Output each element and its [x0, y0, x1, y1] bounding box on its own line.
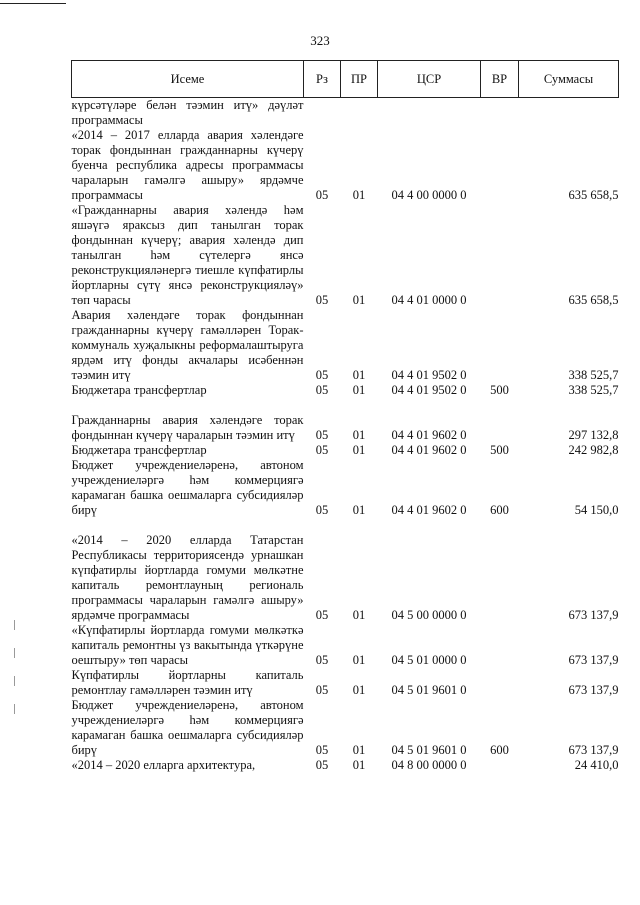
margin-marks	[14, 620, 16, 732]
row-vr	[481, 518, 519, 623]
row-vr: 500	[490, 443, 509, 457]
row-rz: 05	[315, 743, 329, 757]
row-pr: 01	[352, 503, 366, 517]
top-rule	[0, 3, 66, 4]
row-pr: 01	[352, 428, 366, 442]
row-pr	[341, 98, 378, 129]
row-csr: 04 4 01 9502 0	[391, 383, 467, 397]
row-csr: 04 4 01 0000 0	[391, 293, 467, 307]
header-sum: Суммасы	[519, 61, 619, 98]
row-sum: 297 132,8	[568, 428, 619, 442]
row-rz: 05	[315, 503, 329, 517]
page-number: 323	[310, 33, 330, 48]
table-row	[72, 698, 619, 758]
row-pr: 01	[352, 683, 366, 697]
row-pr: 01	[352, 653, 366, 667]
row-name: Гражданнарны авария хәлендәге торак фондыннан күчерү чараларын тәэмин итү	[71, 413, 304, 442]
row-rz: 05	[315, 293, 329, 307]
row-sum: 242 982,8	[568, 443, 619, 457]
row-vr	[481, 623, 519, 668]
row-sum: 338 525,7	[568, 368, 619, 382]
row-vr	[481, 668, 519, 698]
header-vr: ВР	[481, 61, 519, 98]
row-name: Бюджет учреждениеләренә, автоном учреждениеләргә һәм коммерциягә карамаган башка оешмаларга субсидияләр бирү	[71, 458, 304, 517]
row-csr: 04 4 01 9602 0	[391, 443, 467, 457]
row-pr: 01	[352, 743, 366, 757]
row-csr: 04 5 00 0000 0	[391, 608, 467, 622]
row-rz: 05	[315, 683, 329, 697]
row-rz: 05	[315, 383, 329, 397]
table-row	[72, 458, 619, 518]
header-rz: Рз	[304, 61, 341, 98]
row-vr	[481, 758, 519, 773]
row-csr	[378, 98, 481, 129]
table-row	[72, 128, 619, 203]
row-vr	[481, 128, 519, 203]
row-name: Авария хәлендәге торак фондыннан гражданнарны күчерү гамәлләрен Торак-коммуналь хуҗалыкны реформалаштыруга ярдәм итү фонды акчалары исәбеннән тәэмин итү	[71, 308, 304, 382]
row-csr: 04 4 01 9602 0	[391, 503, 467, 517]
table-row	[72, 308, 619, 383]
row-vr	[481, 398, 519, 443]
header-pr: ПР	[341, 61, 378, 98]
row-rz: 05	[315, 608, 329, 622]
row-rz: 05	[315, 653, 329, 667]
row-sum: 673 137,9	[568, 683, 619, 697]
table-row	[72, 443, 619, 458]
row-name: «Күпфатирлы йортларда гомуми мөлкәткә капиталь ремонтны үз вакытында үткәрүне оештыру» төп чарасы	[71, 623, 304, 667]
row-pr: 01	[352, 758, 366, 772]
row-csr: 04 4 00 0000 0	[391, 188, 467, 202]
row-name: күрсәтүләре белән тәэмин итү» дәүләт программасы	[71, 98, 304, 127]
row-csr: 04 4 01 9502 0	[391, 368, 467, 382]
row-csr: 04 5 01 9601 0	[391, 743, 467, 757]
row-pr: 01	[352, 293, 366, 307]
row-rz: 05	[315, 188, 329, 202]
row-sum: 338 525,7	[568, 383, 619, 397]
row-rz: 05	[315, 443, 329, 457]
row-sum: 673 137,9	[568, 653, 619, 667]
table-row	[72, 758, 619, 773]
row-rz: 05	[315, 428, 329, 442]
row-name: «2014 – 2017 елларда авария хәлендәге торак фондыннан гражданнарны күчерү буенча республика адресы программасы чараларын гамәлгә ашыру» ярдәмче программасы	[71, 128, 304, 202]
row-rz: 05	[315, 758, 329, 772]
row-name: Бюджет учреждениеләренә, автоном учреждениеләргә һәм коммерциягә карамаган башка оешмаларга субсидияләр бирү	[71, 698, 304, 757]
row-vr	[481, 203, 519, 308]
row-pr: 01	[352, 383, 366, 397]
table-header-row	[72, 61, 619, 98]
table-row	[72, 398, 619, 443]
row-sum: 635 658,5	[568, 293, 619, 307]
row-pr: 01	[352, 188, 366, 202]
header-csr: ЦСР	[378, 61, 481, 98]
row-sum: 24 410,0	[574, 758, 619, 772]
table-row	[72, 623, 619, 668]
row-csr: 04 4 01 9602 0	[391, 428, 467, 442]
table-row	[72, 518, 619, 623]
header-name: Исеме	[72, 61, 304, 98]
row-name: «2014 – 2020 елларга архитектура,	[71, 758, 256, 772]
row-name: Бюджетара трансфертлар	[71, 383, 207, 397]
row-vr	[481, 98, 519, 129]
row-vr: 600	[490, 503, 509, 517]
row-sum	[519, 98, 619, 129]
row-pr: 01	[352, 443, 366, 457]
row-name: «2014 – 2020 елларда Татарстан Республикасы территориясендә урнашкан күпфатирлы йортларда гомуми мөлкәтне капиталь ремонтлауның региональ программасы чараларын гамәлгә ашыру» ярдәмче программасы	[71, 533, 304, 622]
row-csr: 04 8 00 0000 0	[391, 758, 467, 772]
table-row	[72, 668, 619, 698]
row-sum: 673 137,9	[568, 608, 619, 622]
table-row	[72, 383, 619, 398]
row-csr: 04 5 01 9601 0	[391, 683, 467, 697]
row-sum: 635 658,5	[568, 188, 619, 202]
row-sum: 54 150,0	[574, 503, 619, 517]
row-pr: 01	[352, 368, 366, 382]
row-vr	[481, 308, 519, 383]
row-rz	[304, 98, 341, 129]
row-name: Бюджетара трансфертлар	[71, 443, 207, 457]
row-pr: 01	[352, 608, 366, 622]
row-vr: 500	[490, 383, 509, 397]
budget-table	[71, 60, 619, 773]
row-sum: 673 137,9	[568, 743, 619, 757]
row-name: Күпфатирлы йортларны капиталь ремонтлау гамәлләрен тәэмин итү	[71, 668, 304, 697]
row-name: «Гражданнарны авария хәлендә һәм яшәүгә яраксыз дип танылган торак фондыннан күчерү; авария хәлендә дип танылган һәм сүтелергә янсә реконструкцияләнергә тиешле күпфатирлы йортларны сүтү янсә реконструкцияләү» төп чарасы	[71, 203, 304, 307]
table-row	[72, 203, 619, 308]
row-csr: 04 5 01 0000 0	[391, 653, 467, 667]
row-rz: 05	[315, 368, 329, 382]
table-row	[72, 98, 619, 129]
row-vr: 600	[490, 743, 509, 757]
